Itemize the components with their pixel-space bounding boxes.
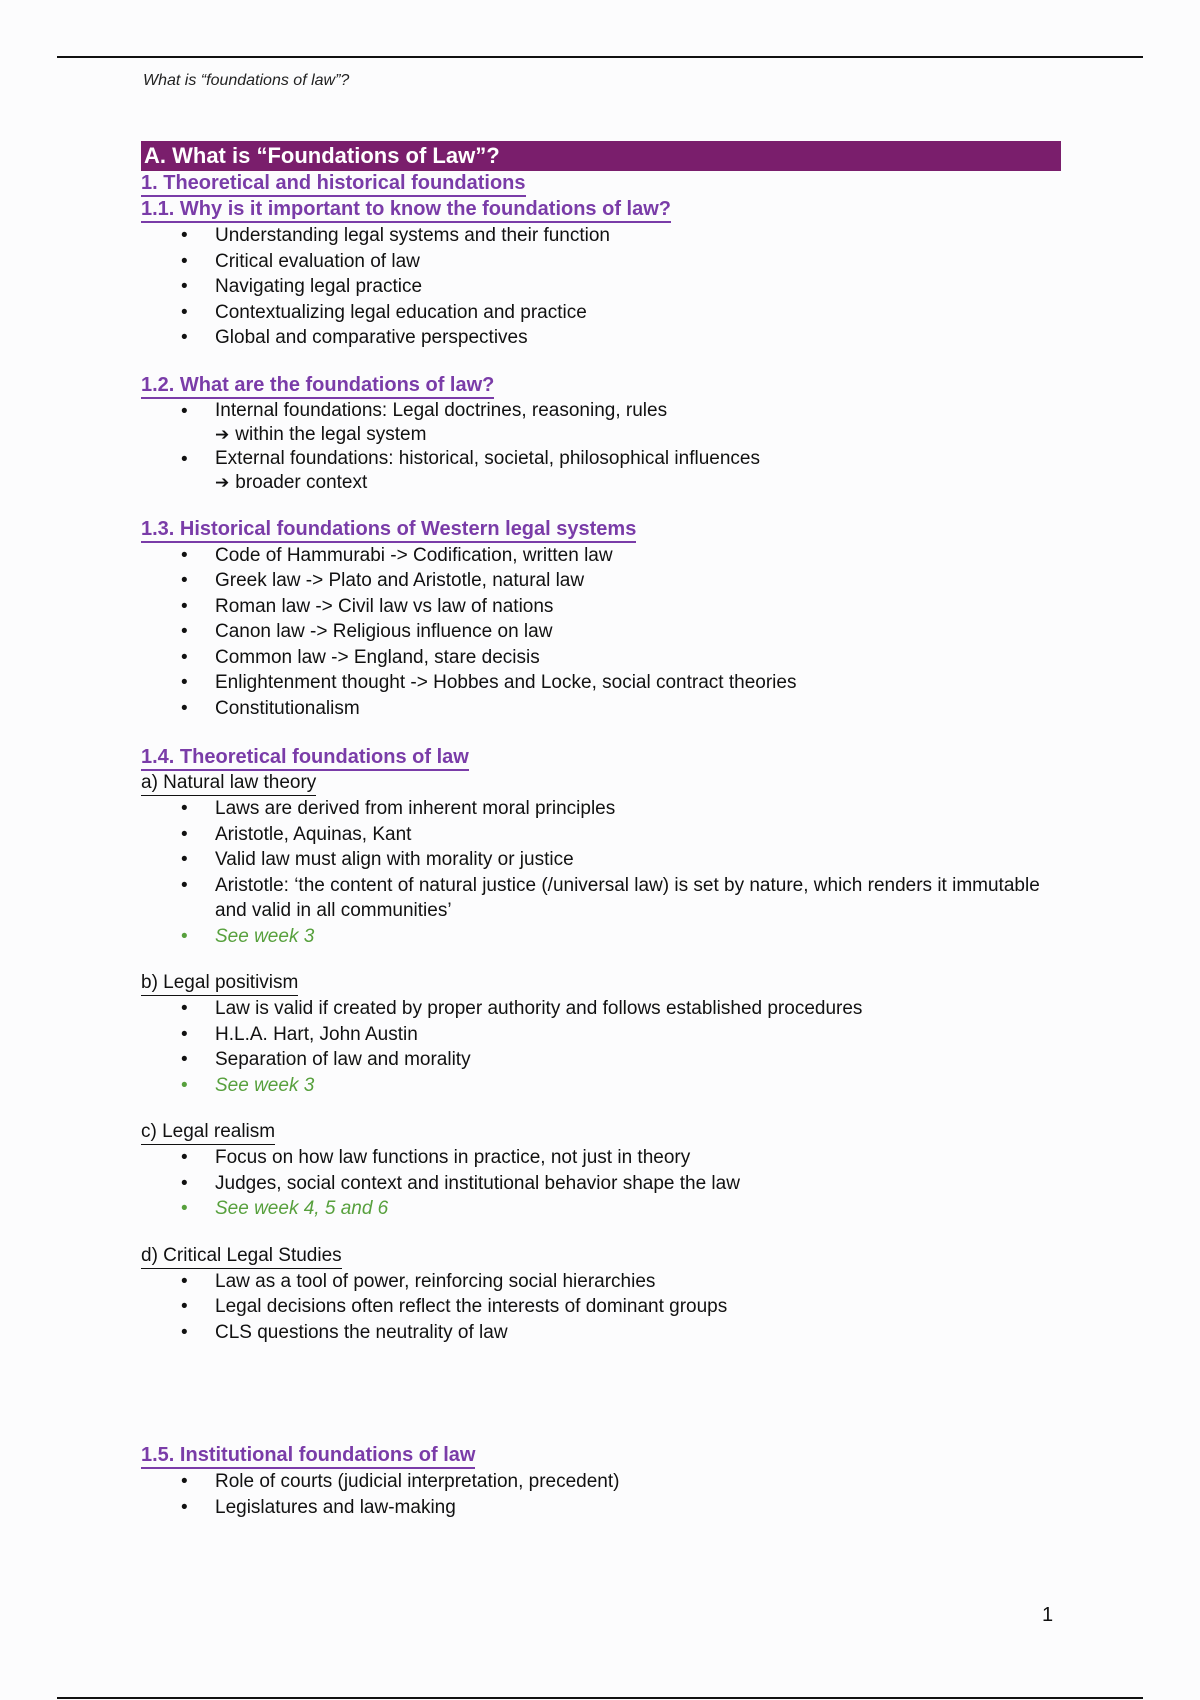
legal-realism-heading: c) Legal realism xyxy=(141,1120,275,1145)
section-1-1-list xyxy=(141,223,1061,351)
list-item: • Legal decisions often reflect the interests of dominant groups xyxy=(141,1294,1061,1320)
legal-positivism-list xyxy=(141,996,1061,1098)
list-item: • Legislatures and law-making xyxy=(141,1495,1061,1521)
natural-law-list xyxy=(141,796,1061,949)
list-item: • Valid law must align with morality or justice xyxy=(141,847,1061,873)
arrow-text: broader context xyxy=(235,471,368,493)
list-item: • Common law -> England, stare decisis xyxy=(141,645,1061,671)
list-item: • Understanding legal systems and their function xyxy=(141,223,1061,249)
legal-realism-list xyxy=(141,1145,1061,1222)
list-item-text: • External foundations: historical, societal, philosophical influences xyxy=(215,447,760,469)
list-item: • Aristotle, Aquinas, Kant xyxy=(141,822,1061,848)
section-1-1-heading: 1.1. Why is it important to know the foundations of law? xyxy=(141,197,671,223)
list-item: • Roman law -> Civil law vs law of nations xyxy=(141,594,1061,620)
section-1-2-list xyxy=(141,399,1061,495)
list-item: • Code of Hammurabi -> Codification, written law xyxy=(141,543,1061,569)
see-week-note: • See week 3 xyxy=(141,924,1061,950)
page-number: 1 xyxy=(1042,1604,1054,1626)
top-rule xyxy=(57,56,1143,58)
running-header: What is “foundations of law”? xyxy=(143,72,350,89)
section-1-2-heading: 1.2. What are the foundations of law? xyxy=(141,373,494,399)
list-item: • Law as a tool of power, reinforcing social hierarchies xyxy=(141,1269,1061,1295)
section-1-5-heading: 1.5. Institutional foundations of law xyxy=(141,1443,475,1469)
arrow-text: within the legal system xyxy=(235,423,427,445)
list-item: • CLS questions the neutrality of law xyxy=(141,1320,1061,1346)
list-item xyxy=(141,399,1061,447)
list-item: • Aristotle: ‘the content of natural justice (/universal law) is set by nature, which renders it immutable and valid in all communities’ xyxy=(141,873,1061,924)
arrow-icon: ➔ xyxy=(215,472,230,492)
list-item-text: • Internal foundations: Legal doctrines, reasoning, rules xyxy=(215,399,668,421)
list-item: • Critical evaluation of law xyxy=(141,249,1061,275)
section-1-5-list xyxy=(141,1469,1061,1520)
see-week-note: • See week 3 xyxy=(141,1073,1061,1099)
list-item: • Canon law -> Religious influence on law xyxy=(141,619,1061,645)
critical-legal-studies-list xyxy=(141,1269,1061,1346)
critical-legal-studies-heading: d) Critical Legal Studies xyxy=(141,1244,342,1269)
arrow-icon: ➔ xyxy=(215,424,230,444)
list-item: • Contextualizing legal education and practice xyxy=(141,300,1061,326)
legal-positivism-heading: b) Legal positivism xyxy=(141,971,298,996)
section-1-3-heading: 1.3. Historical foundations of Western legal systems xyxy=(141,517,636,543)
list-item: • Global and comparative perspectives xyxy=(141,325,1061,351)
section-1-3-list xyxy=(141,543,1061,722)
list-item: • Constitutionalism xyxy=(141,696,1061,722)
document-body xyxy=(141,141,1061,1520)
list-item: • Law is valid if created by proper authority and follows established procedures xyxy=(141,996,1061,1022)
bottom-rule xyxy=(57,1697,1143,1699)
list-item: • H.L.A. Hart, John Austin xyxy=(141,1022,1061,1048)
list-item: • Judges, social context and institutional behavior shape the law xyxy=(141,1171,1061,1197)
list-item: • Separation of law and morality xyxy=(141,1047,1061,1073)
see-week-note: • See week 4, 5 and 6 xyxy=(141,1196,1061,1222)
natural-law-heading: a) Natural law theory xyxy=(141,771,316,796)
list-item: • Laws are derived from inherent moral principles xyxy=(141,796,1061,822)
section-1-4-heading: 1.4. Theoretical foundations of law xyxy=(141,745,469,771)
list-item: • Greek law -> Plato and Aristotle, natural law xyxy=(141,568,1061,594)
banner-title: A. What is “Foundations of Law”? xyxy=(141,141,1061,171)
list-item: • Enlightenment thought -> Hobbes and Locke, social contract theories xyxy=(141,670,1061,696)
section-1-heading: 1. Theoretical and historical foundations xyxy=(141,171,526,197)
list-item: • Role of courts (judicial interpretation, precedent) xyxy=(141,1469,1061,1495)
list-item: • Focus on how law functions in practice, not just in theory xyxy=(141,1145,1061,1171)
list-item xyxy=(141,447,1061,495)
list-item: • Navigating legal practice xyxy=(141,274,1061,300)
